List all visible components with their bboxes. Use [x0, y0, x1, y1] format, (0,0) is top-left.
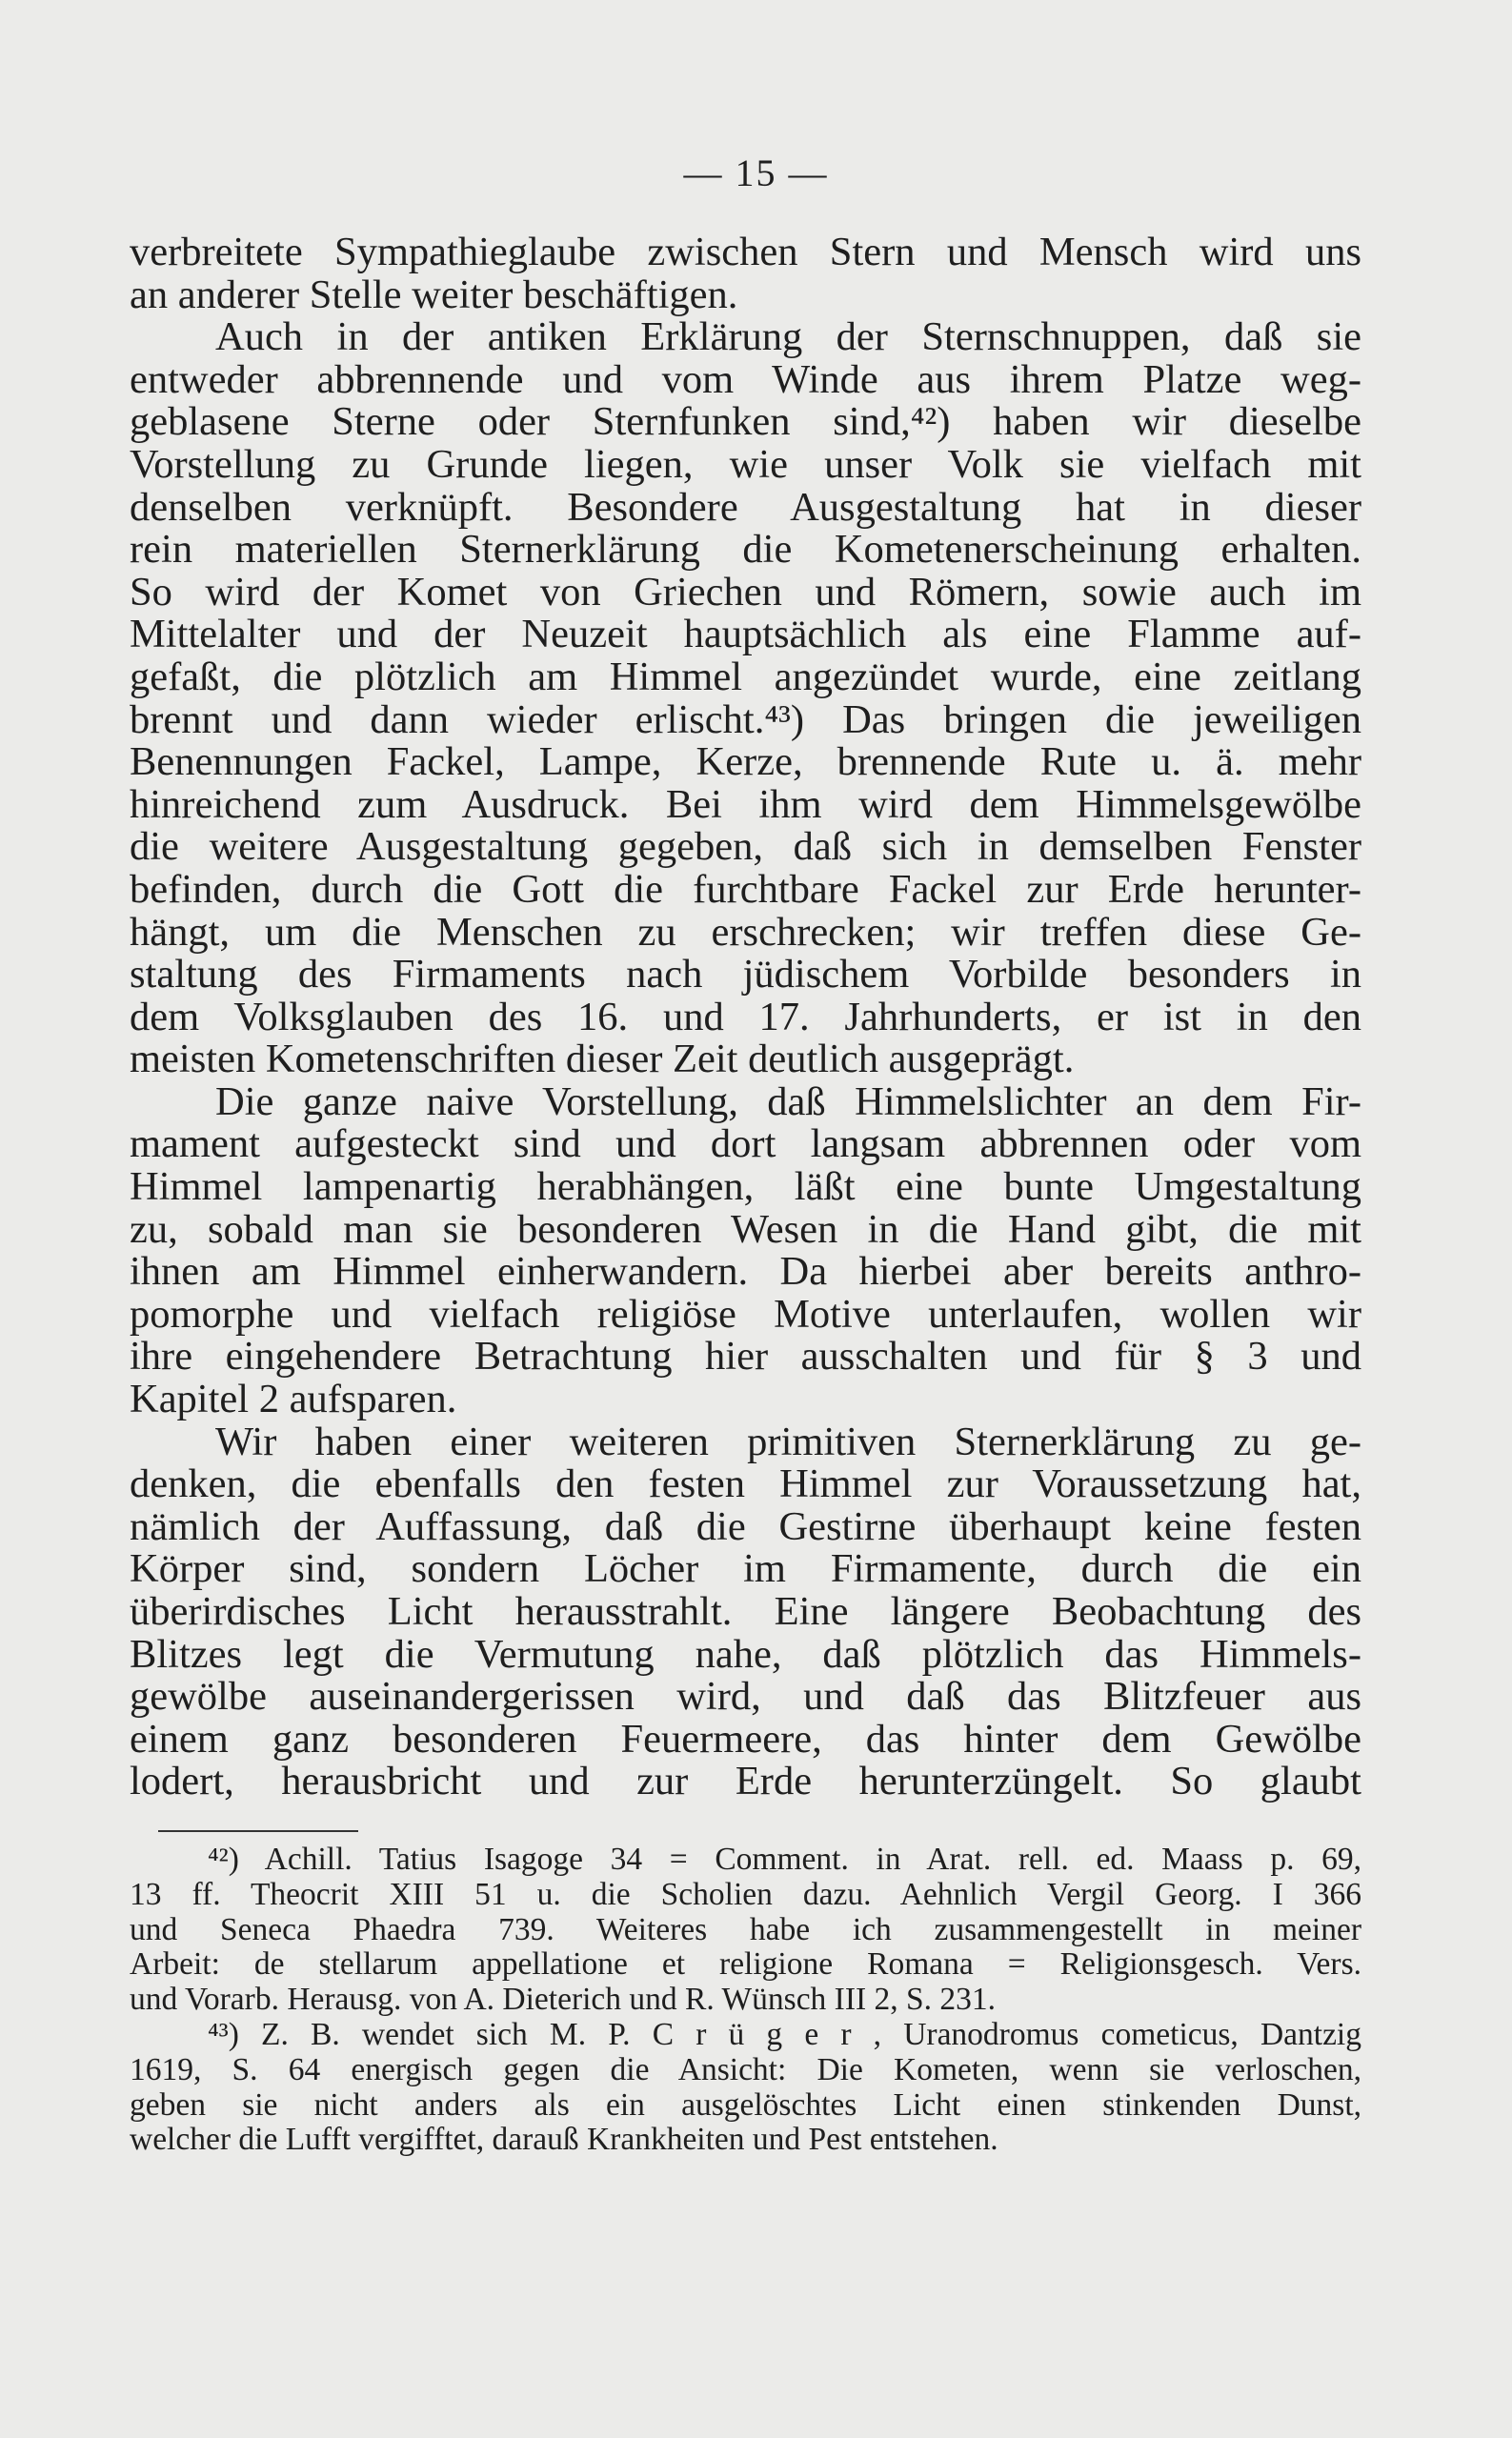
footnote-line: ⁴³) Z. B. wendet sich M. P. C r ü g e r , Uranodromus cometicus, Dantzig — [208, 2016, 1361, 2052]
text-line: an anderer Stelle weiter beschäftigen. — [130, 272, 738, 317]
text-line: befinden, durch die Gott die furchtbare Fackel zur Erde herunter- — [130, 866, 1361, 912]
text-line: die weitere Ausgestaltung gegeben, daß sich in demselben Fenster — [130, 824, 1361, 870]
text-line: denselben verknüpft. Besondere Ausgestaltung hat in dieser — [130, 484, 1361, 530]
text-line: Körper sind, sondern Löcher im Firmamente, durch die ein — [130, 1546, 1361, 1592]
text-line: rein materiellen Sternerklärung die Kometenerscheinung erhalten. — [130, 527, 1361, 573]
text-line: dem Volksglauben des 16. und 17. Jahrhunderts, er ist in den — [130, 994, 1361, 1039]
text-line: denken, die ebenfalls den festen Himmel zur Voraussetzung hat, — [130, 1461, 1361, 1507]
footnote-line: 13 ff. Theocrit XIII 51 u. die Scholien dazu. Aehnlich Vergil Georg. I 366 — [130, 1876, 1361, 1912]
text-line: Vorstellung zu Grunde liegen, wie unser Volk sie vielfach mit — [130, 441, 1361, 487]
text-line: Blitzes legt die Vermutung nahe, daß plötzlich das Himmels- — [130, 1631, 1361, 1677]
text-line: hinreichend zum Ausdruck. Bei ihm wird dem Himmelsgewölbe — [130, 781, 1361, 827]
footnotes — [130, 1843, 1361, 2158]
text-line: entweder abbrennende und vom Winde aus ihrem Platze weg- — [130, 356, 1361, 402]
footnote-line: Arbeit: de stellarum appellatione et religione Romana = Religionsgesch. Vers. — [130, 1946, 1361, 1983]
text-line: staltung des Firmaments nach jüdischem Vorbilde besonders in — [130, 952, 1361, 997]
text-line: gefaßt, die plötzlich am Himmel angezündet wurde, eine zeitlang — [130, 654, 1361, 699]
text-line: mament aufgesteckt sind und dort langsam abbrennen oder vom — [130, 1121, 1361, 1167]
text-line: ihre eingehendere Betrachtung hier ausschalten und für § 3 und — [130, 1334, 1361, 1380]
text-line: Benennungen Fackel, Lampe, Kerze, brennende Rute u. ä. mehr — [130, 739, 1361, 785]
text-line: Die ganze naive Vorstellung, daß Himmelslichter an dem Fir- — [215, 1078, 1361, 1124]
text-line: einem ganz besonderen Feuermeere, das hinter dem Gewölbe — [130, 1716, 1361, 1762]
footnote-line: und Vorarb. Herausg. von A. Dieterich und R. Wünsch III 2, S. 231. — [130, 1982, 997, 2018]
text-line: Kapitel 2 aufsparen. — [130, 1377, 457, 1422]
main-text — [130, 232, 1361, 1803]
text-line: So wird der Komet von Griechen und Römern, sowie auch im — [130, 569, 1361, 615]
text-line: nämlich der Auffassung, daß die Gestirne überhaupt keine festen — [130, 1503, 1361, 1549]
text-line: überirdisches Licht herausstrahlt. Eine längere Beobachtung des — [130, 1589, 1361, 1634]
text-line: ihnen am Himmel einherwandern. Da hierbei aber bereits anthro- — [130, 1249, 1361, 1295]
text-line: geblasene Sterne oder Sternfunken sind,⁴²) haben wir dieselbe — [130, 399, 1361, 445]
footnote-line: ⁴²) Achill. Tatius Isagoge 34 = Comment. in Arat. rell. ed. Maass p. 69, — [208, 1842, 1361, 1877]
footnote-line: geben sie nicht anders als ein ausgelöschtes Licht einen stinkenden Dunst, — [130, 2086, 1361, 2123]
text-line: Himmel lampenartig herabhängen, läßt eine bunte Umgestaltung — [130, 1164, 1361, 1210]
footnote-line: 1619, S. 64 energisch gegen die Ansicht: Die Kometen, wenn sie verloschen, — [130, 2051, 1361, 2087]
text-line: lodert, herausbricht und zur Erde herunterzüngelt. So glaubt — [130, 1759, 1361, 1804]
text-line: meisten Kometenschriften dieser Zeit deutlich ausgeprägt. — [130, 1037, 1075, 1082]
text-line: Mittelalter und der Neuzeit hauptsächlich als eine Flamme auf- — [130, 612, 1361, 657]
text-line: hängt, um die Menschen zu erschrecken; wir treffen diese Ge- — [130, 909, 1361, 955]
footnote-line: und Seneca Phaedra 739. Weiteres habe ich zusammengestellt in meiner — [130, 1911, 1361, 1947]
text-line: verbreitete Sympathieglaube zwischen Stern und Mensch wird uns — [130, 230, 1361, 274]
footnote-line: welcher die Lufft vergifftet, darauß Krankheiten und Pest entstehen. — [130, 2122, 998, 2158]
text-line: Auch in der antiken Erklärung der Sternschnuppen, daß sie — [215, 314, 1361, 360]
page-number: — 15 — — [683, 151, 829, 194]
text-line: pomorphe und vielfach religiöse Motive unterlaufen, wollen wir — [130, 1291, 1361, 1337]
text-line: gewölbe auseinandergerissen wird, und daß das Blitzfeuer aus — [130, 1674, 1361, 1720]
footnote-separator — [158, 1830, 358, 1832]
text-line: brennt und dann wieder erlischt.⁴³) Das bringen die jeweiligen — [130, 696, 1361, 742]
text-line: zu, sobald man sie besonderen Wesen in die Hand gibt, die mit — [130, 1206, 1361, 1252]
text-line: Wir haben einer weiteren primitiven Sternerklärung zu ge- — [215, 1419, 1361, 1464]
